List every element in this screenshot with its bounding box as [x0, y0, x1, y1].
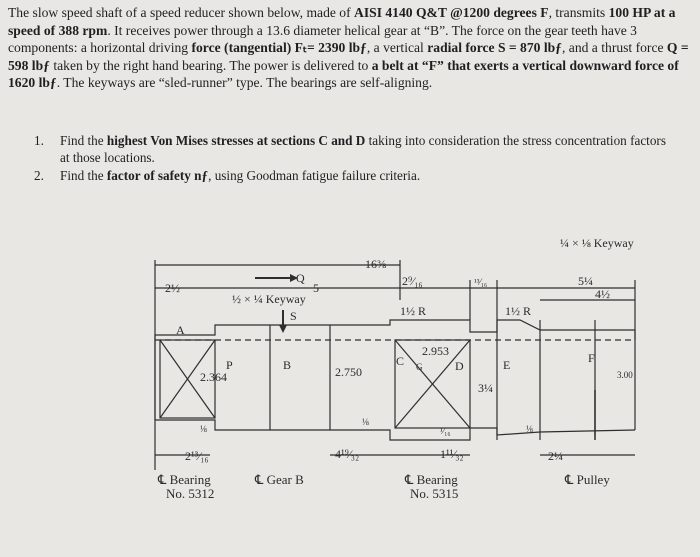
- question-1-text: [60, 132, 674, 167]
- tangential-force: force (tangential) Fₜ= 2390 lbƒ: [191, 40, 367, 56]
- intro-text-4: , a vertical: [366, 40, 428, 56]
- intro-text-5: , and a thrust force: [561, 40, 667, 56]
- power-spec: 100 HP at a speed of 388 rpm: [8, 5, 676, 38]
- diameter-2953: 2.953: [422, 344, 449, 358]
- dim-16: 16⅜: [365, 257, 386, 271]
- question-1-bold: highest Von Mises stresses at sections C and D: [106, 133, 366, 148]
- keyway-right-label: ¼ × ⅛ Keyway: [560, 236, 634, 250]
- section-c: C: [396, 354, 405, 368]
- question-2-number: 2.: [34, 167, 44, 183]
- radius-right: 1½ R: [505, 304, 532, 318]
- section-d: D: [455, 359, 464, 373]
- section-p: P: [226, 358, 233, 372]
- question-2-bold: factor of safety nƒ: [106, 167, 209, 183]
- dim-2-13-16: 2¹³⁄₁₆: [185, 449, 209, 463]
- radius-left: 1½ R: [400, 304, 427, 318]
- section-a: A: [176, 323, 185, 337]
- question-2-pre: Find the: [60, 167, 107, 183]
- bearing-right-label: ℄ Bearing: [405, 472, 458, 487]
- question-1-pre: Find the: [60, 133, 107, 148]
- s-arrow-head: [279, 325, 287, 333]
- intro-text-2: , transmits: [548, 5, 609, 20]
- dim-1-8-left: ⅛: [200, 424, 207, 434]
- bearing-left-label: ℄ Bearing: [158, 472, 211, 487]
- intro-text-3: . It receives power through a 13.6 diameter helical gear at “B”. The force on the gear teeth have 3 components: a horizontal driving: [8, 22, 637, 56]
- dim-2-quarter: 2¼: [548, 449, 563, 463]
- diameter-2750: 2.750: [335, 365, 362, 379]
- dim-1-16: ¹⁄₁₆: [440, 426, 451, 436]
- gear-b-label: ℄ Gear B: [255, 472, 304, 487]
- intro-text-1: The slow speed shaft of a speed reducer shown below, made of: [8, 5, 355, 20]
- pulley-label: ℄ Pulley: [565, 472, 610, 487]
- dim-1-8-mid: ⅛: [362, 417, 369, 427]
- diameter-300: 3.00: [617, 370, 633, 380]
- question-1-post: taking into consideration the stress concentration factors at those locations.: [60, 133, 666, 166]
- question-2-text: [60, 167, 674, 184]
- section-e: E: [503, 358, 511, 372]
- dim-4-19-32: 4¹⁹⁄₃₂: [335, 447, 360, 461]
- problem-statement: [8, 4, 694, 92]
- dim-2-half: 2½: [165, 281, 180, 295]
- thrust-force: Q = 598 lbƒ: [8, 40, 689, 73]
- shaft-drawing: [0, 228, 700, 557]
- keyway-left-label: ½ × ¼ Keyway: [232, 292, 306, 306]
- question-1: [34, 132, 674, 167]
- question-2: [34, 167, 674, 184]
- material-spec: AISI 4140 Q&T @1200 degrees F: [354, 5, 549, 20]
- dim-4-half: 4½: [595, 287, 610, 301]
- q-label: Q: [296, 271, 305, 285]
- s-label: S: [290, 309, 297, 323]
- intro-text-6: taken by the right hand bearing. The power is delivered to: [49, 57, 372, 73]
- radial-force: radial force S = 870 lbƒ: [427, 40, 562, 56]
- bearing-left-number: No. 5312: [166, 486, 215, 501]
- section-g: G: [416, 362, 423, 372]
- dim-2-9-16: 2⁹⁄₁₆: [402, 274, 423, 288]
- dim-5-quarter: 5¼: [578, 274, 593, 288]
- intro-text-7: . The keyways are “sled-runner” type. The bearings are self-aligning.: [56, 75, 433, 91]
- dim-13-16: ¹³⁄₁₆: [474, 277, 488, 287]
- diameter-2364: 2.364: [200, 370, 227, 384]
- question-list: [34, 132, 674, 184]
- section-b: B: [283, 358, 292, 372]
- dim-1-11-32: 1¹¹⁄₃₂: [440, 447, 464, 461]
- section-f: F: [588, 351, 595, 365]
- question-1-number: 1.: [34, 133, 44, 148]
- question-2-post: , using Goodman fatigue failure criteria.: [208, 167, 421, 183]
- dim-5: 5: [313, 281, 319, 295]
- bearing-right-number: No. 5315: [410, 486, 459, 501]
- shaft-outline-top: [155, 320, 635, 335]
- dim-1-8-right: ⅛: [526, 424, 533, 434]
- diameter-3-quarter: 3¼: [478, 381, 493, 395]
- belt-force: a belt at “F” that exerts a vertical downward force of 1620 lbƒ: [8, 57, 679, 91]
